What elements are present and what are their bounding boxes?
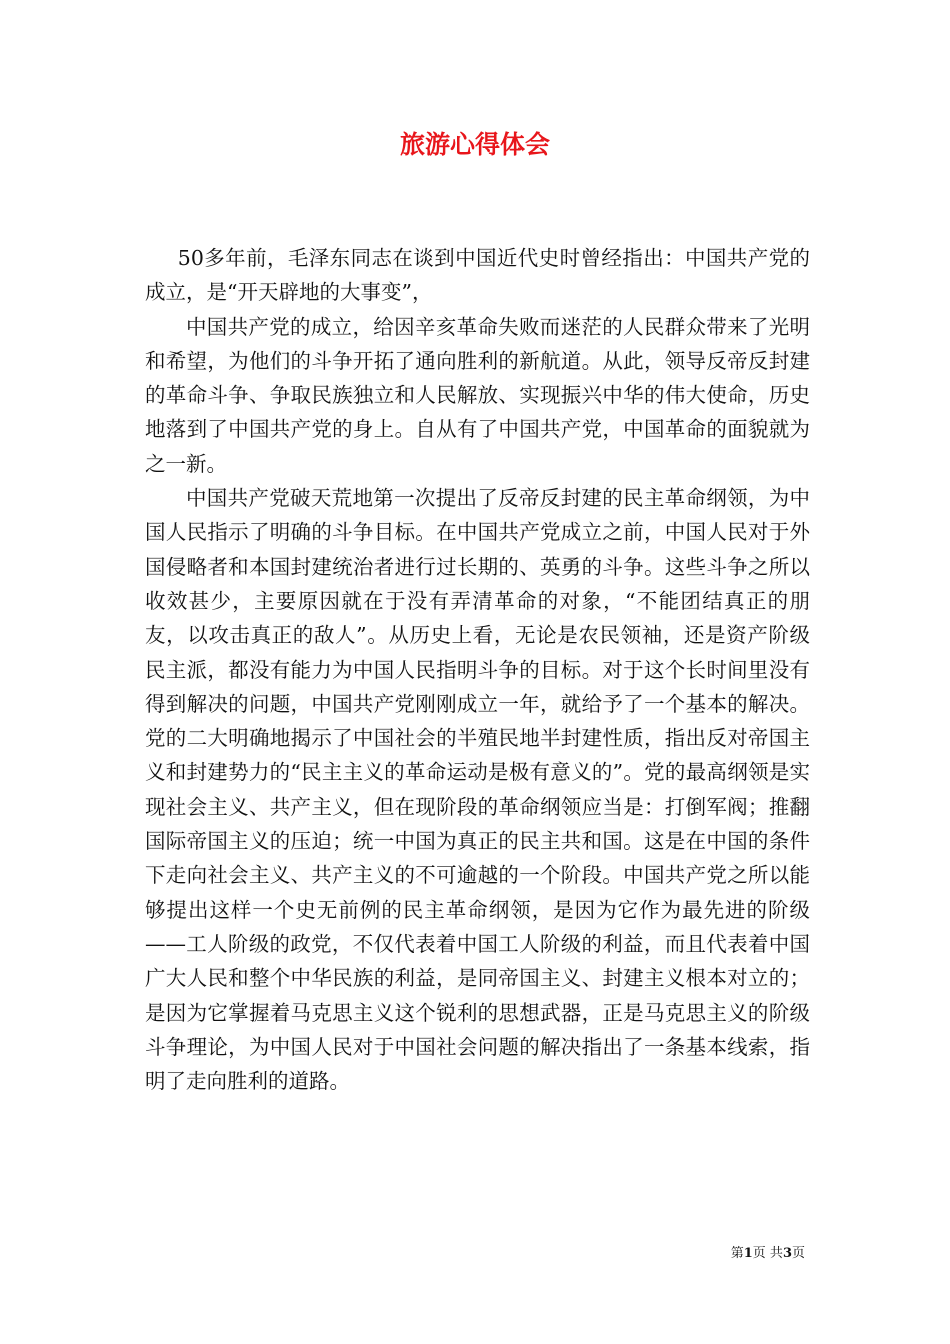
total-pages-number: 3 (782, 1246, 792, 1261)
current-page-number: 1 (743, 1246, 753, 1261)
footer-prefix: 第 (730, 1246, 744, 1261)
footer-middle: 页 共 (752, 1246, 783, 1261)
paragraph-1: 50多年前，毛泽东同志在谈到中国近代史时曾经指出：中国共产党的成立，是“开天辟地的大事变”， (145, 246, 810, 305)
paragraph-2: 中国共产党的成立，给因辛亥革命失败而迷茫的人民群众带来了光明和希望，为他们的斗争开拓了通向胜利的新航道。从此，领导反帝反封建的革命斗争、争取民族独立和人民解放、实现振兴中华的伟大使命，历史地落到了中国共产党的身上。自从有了中国共产党，中国革命的面貌就为之一新。 (145, 314, 810, 476)
document-title: 旅游心得体会 (399, 130, 550, 159)
document-body (145, 241, 810, 1098)
footer-suffix: 页 (791, 1246, 805, 1261)
paragraph-3: 中国共产党破天荒地第一次提出了反帝反封建的民主革命纲领，为中国人民指示了明确的斗争目标。在中国共产党成立之前，中国人民对于外国侵略者和本国封建统治者进行过长期的、英勇的斗争。这些斗争之所以收效甚少，主要原因就在于没有弄清革命的对象，“不能团结真正的朋友，以攻击真正的敌人”。从历史上看，无论是农民领袖，还是资产阶级民主派，都没有能力为中国人民指明斗争的目标。对于这个长时间里没有得到解决的问题，中国共产党刚刚成立一年，就给予了一个基本的解决。党的二大明确地揭示了中国社会的半殖民地半封建性质，指出反对帝国主义和封建势力的“民主主义的革命运动是极有意义的”。党的最高纲领是实现社会主义、共产主义，但在现阶段的革命纲领应当是：打倒军阀；推翻国际帝国主义的压迫；统一中国为真正的民主共和国。这是在中国的条件下走向社会主义、共产主义的不可逾越的一个阶段。中国共产党之所以能够提出这样一个史无前例的民主革命纲领，是因为它作为最先进的阶级——工人阶级的政党，不仅代表着中国工人阶级的利益，而且代表着中国广大人民和整个中华民族的利益，是同帝国主义、封建主义根本对立的；是因为它掌握着马克思主义这个锐利的思想武器，正是马克思主义的阶级斗争理论，为中国人民对于中国社会问题的解决指出了一条基本线索，指明了走向胜利的道路。 (145, 486, 810, 1094)
page-number-footer (731, 1245, 805, 1263)
